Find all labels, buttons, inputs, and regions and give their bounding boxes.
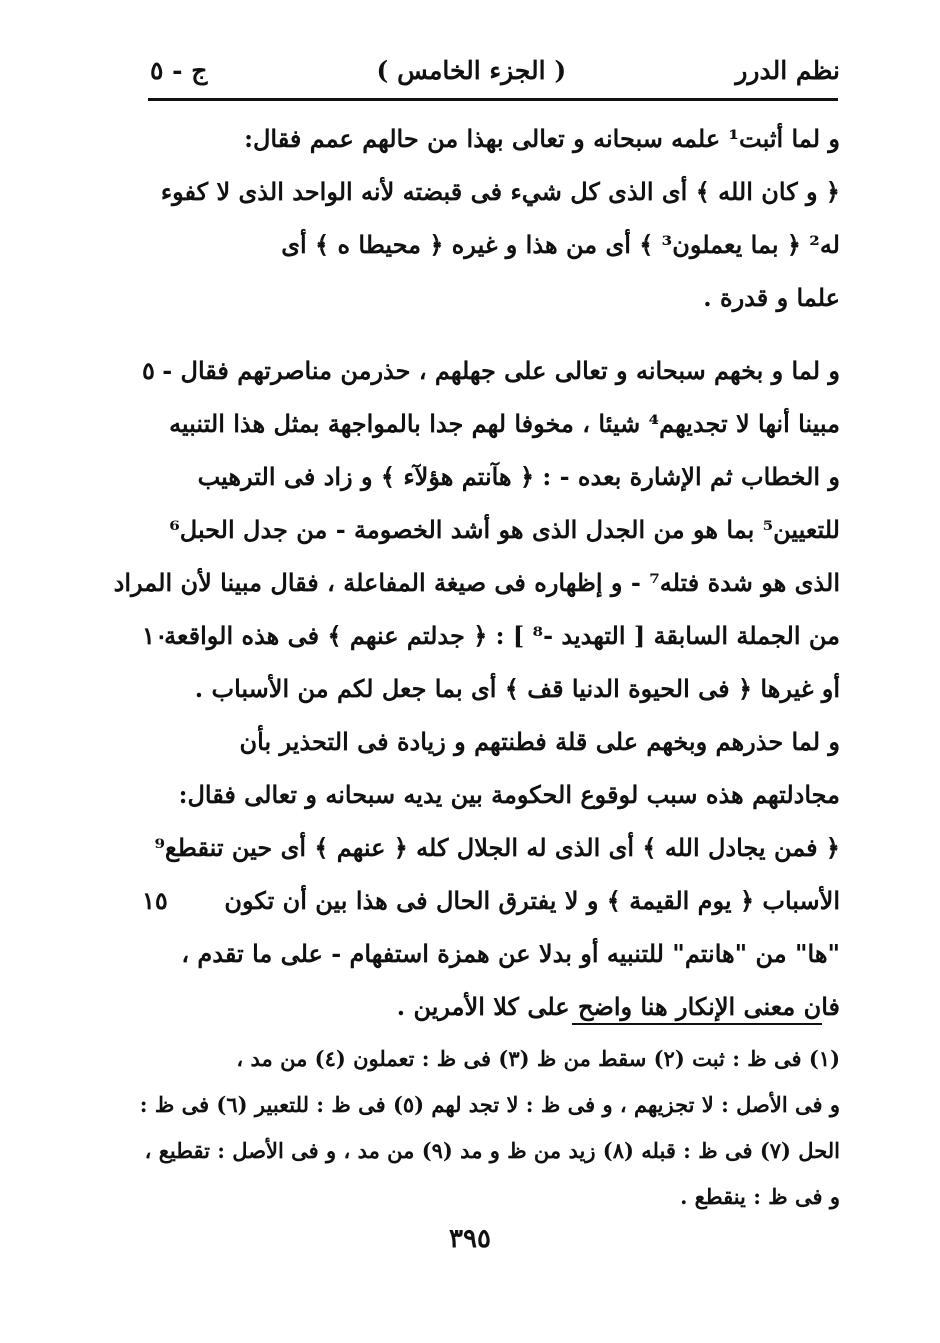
text-line: ﴿ و كان الله ﴾ أى الذى كل شيء فى قبضته لأنه الواحد الذى لا كفوء	[160, 177, 840, 206]
running-header	[150, 48, 840, 92]
footnote-line: و فى ظ : ينقطع .	[680, 1184, 840, 1209]
part-title: ( الجزء الخامس )	[376, 55, 567, 85]
line-number: ٥	[142, 356, 155, 385]
book-title: نظم الدرر	[735, 55, 840, 85]
footnotes	[139, 1036, 840, 1220]
paragraph-gap	[150, 324, 840, 344]
text-line: له² ﴿ بما يعملون³ ﴾ أى من هذا و غيره ﴿ محيطا ه ﴾ أى	[281, 230, 840, 259]
text-line: و لما أثبت¹ علمه سبحانه و تعالى بهذا من حالهم عمم فقال:	[244, 124, 840, 153]
text-line: و لما و بخهم سبحانه و تعالى على جهلهم ، حذرمن مناصرتهم فقال - ٥	[150, 344, 840, 397]
text-line: "ها" من "هانتم" للتنبيه أو بدلا عن همزة استفهام - على ما تقدم ،	[181, 939, 840, 968]
line-number: ١٥	[142, 886, 168, 915]
text-line: للتعيين⁵ بما هو من الجدل الذى هو أشد الخصومة - من جدل الحبل⁶	[169, 515, 840, 544]
text-line: الأسباب ﴿ يوم القيمة ﴾ و لا يفترق الحال فى هذا بين أن تكون ١٥	[150, 874, 840, 927]
text-line: مجادلتهم هذه سبب لوقوع الحكومة بين يديه سبحانه و تعالى فقال:	[178, 780, 840, 809]
text-line: و الخطاب ثم الإشارة بعده - : ﴿ هآنتم هؤلآء ﴾ و زاد فى الترهيب	[197, 462, 840, 491]
line-number: ١٠	[142, 621, 168, 650]
text-line: و لما حذرهم وبخهم على قلة فطنتهم و زيادة فى التحذير بأن	[239, 727, 840, 756]
footnote-line: و فى الأصل : لا تجزيهم ، و فى ظ : لا تجد لهم (٥) فى ظ : للتعبير (٦) فى ظ :	[139, 1092, 840, 1117]
footnote-line: الحل (٧) فى ظ : قبله (٨) زيد من ظ و مد (٩) من مد ، و فى الأصل : تقطيع ،	[144, 1138, 840, 1163]
text-line: من الجملة السابقة [ التهديد -⁸ ] : ﴿ جدلتم عنهم ﴾ فى هذه الواقعة ١٠	[150, 609, 840, 662]
text-line: الذى هو شدة فتله⁷ - و إظهاره فى صيغة المفاعلة ، فقال مبينا لأن المراد	[113, 568, 840, 597]
text-line: ﴿ فمن يجادل الله ﴾ أى الذى له الجلال كله ﴿ عنهم ﴾ أى حين تنقطع⁹	[154, 833, 840, 862]
text-line: فان معنى الإنكار هنا واضح على كلا الأمرين .	[396, 992, 840, 1021]
main-text	[113, 112, 840, 1033]
volume-label: ج - ٥	[150, 55, 208, 85]
footnote-line: (١) فى ظ : ثبت (٢) سقط من ظ (٣) فى ظ : تعملون (٤) من مد ،	[236, 1046, 840, 1071]
footnote-divider	[572, 1023, 822, 1025]
text-line: مبينا أنها لا تجديهم⁴ شيئا ، مخوفا لهم جدا بالمواجهة بمثل هذا التنبيه	[169, 409, 840, 438]
page-number: ٣٩٥	[449, 1224, 491, 1254]
text-line: علما و قدرة .	[703, 283, 840, 312]
text-line: أو غيرها ﴿ فى الحيوة الدنيا قف ﴾ أى بما جعل لكم من الأسباب .	[194, 674, 840, 703]
header-divider	[148, 98, 838, 101]
